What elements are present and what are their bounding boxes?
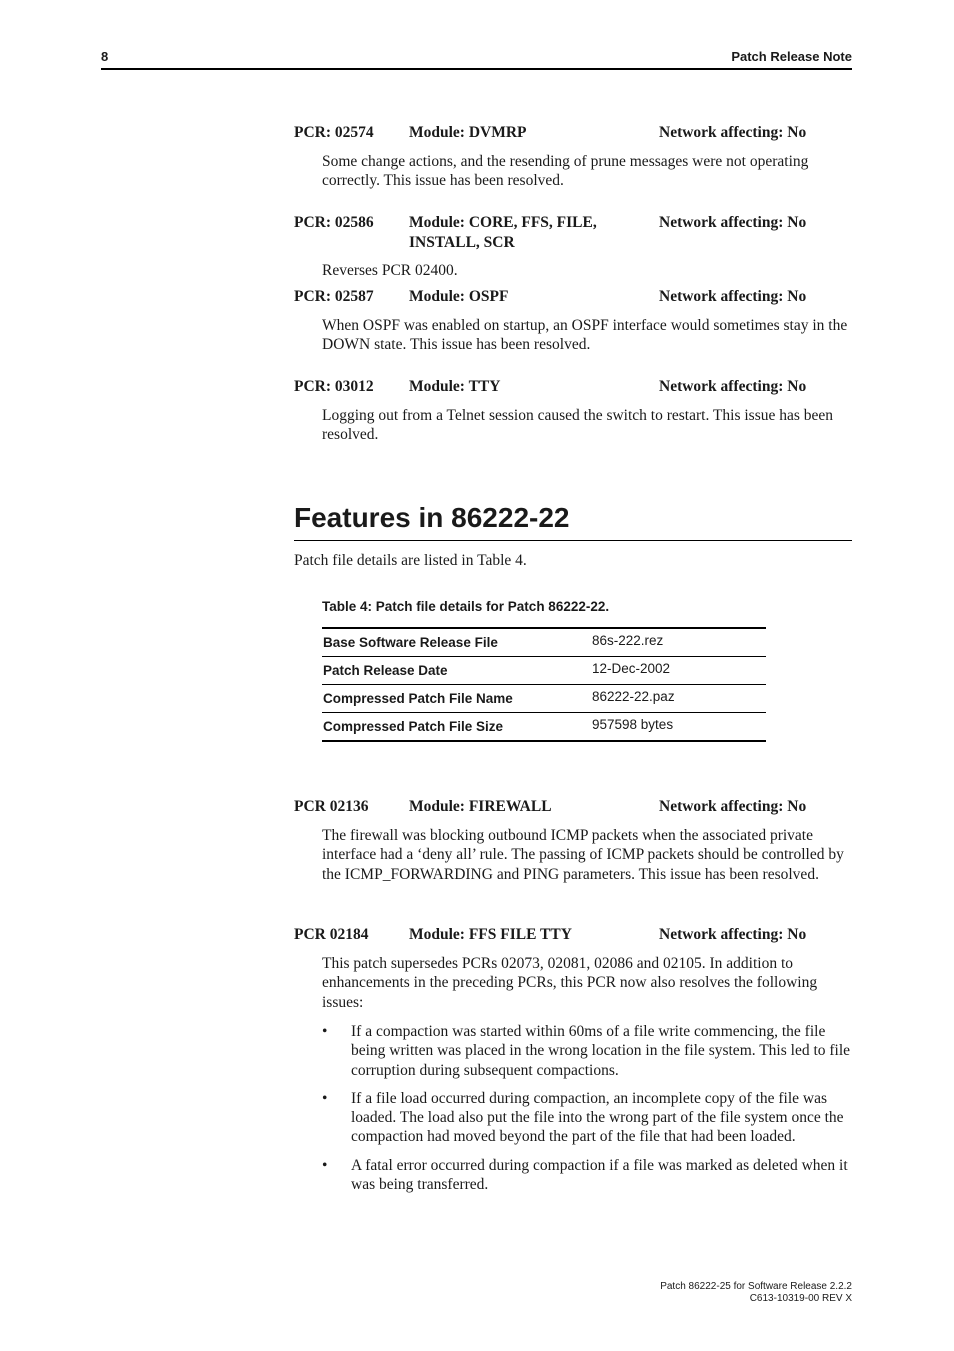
footer-line: Patch 86222-25 for Software Release 2.2.2 (660, 1281, 852, 1292)
pcr-id: PCR: 02574 (294, 124, 374, 141)
bullet-icon: • (322, 1023, 328, 1040)
table-label: Base Software Release File (323, 635, 498, 650)
section-title: Features in 86222-22 (294, 502, 570, 533)
page-number: 8 (101, 49, 109, 64)
pcr-module: Module: CORE, FFS, FILE, INSTALL, SCR (409, 214, 597, 251)
pcr-module: Module: FIREWALL (409, 798, 552, 815)
list-item (322, 1089, 854, 1147)
pcr-module: Module: OSPF (409, 288, 509, 305)
table-row (322, 629, 766, 657)
pcr-id: PCR: 03012 (294, 378, 374, 395)
table-caption: Table 4: Patch file details for Patch 86222-22. (322, 599, 610, 614)
list-item-text: If a file load occurred during compaction, an incomplete copy of the file was loaded. The load also put the file into the wrong part of the file system once the compaction had moved beyond the part of the file that had been loaded. (351, 1089, 844, 1146)
table-label: Compressed Patch File Size (323, 719, 504, 734)
pcr-id: PCR: 02586 (294, 214, 374, 231)
list-item-text: If a compaction was started within 60ms of a file write commencing, the file being written was placed in the wrong location in the file system. This led to file corruption during subsequent compactions. (351, 1023, 851, 1079)
pcr-id: PCR: 02587 (294, 288, 374, 305)
table-label: Patch Release Date (323, 663, 448, 678)
table-value: 86s-222.rez (592, 633, 664, 648)
patch-details-table (322, 627, 766, 742)
pcr-id: PCR 02184 (294, 926, 369, 943)
footer-line: C613-10319-00 REV X (749, 1293, 852, 1304)
pcr-description: Reverses PCR 02400. (322, 262, 458, 279)
pcr-network-affecting: Network affecting: No (659, 214, 807, 231)
bullet-icon: • (322, 1089, 328, 1107)
pcr-description: The firewall was blocking outbound ICMP packets when the associated private interface had a ‘deny all’ rule. The passing of ICMP packets should be controlled by the ICMP_FORWARDING and PING parameters. This issue has been resolved. (322, 827, 844, 883)
section-intro: Patch file details are listed in Table 4. (294, 552, 527, 569)
pcr-network-affecting: Network affecting: No (659, 926, 807, 943)
pcr-module: Module: FFS FILE TTY (409, 926, 572, 943)
table-label: Compressed Patch File Name (323, 691, 513, 706)
table-row (322, 713, 766, 740)
bullet-icon: • (322, 1156, 328, 1174)
pcr-network-affecting: Network affecting: No (659, 378, 807, 395)
issue-list (322, 1022, 854, 1203)
list-item (322, 1022, 854, 1080)
section-heading (294, 500, 852, 541)
table-row (322, 657, 766, 685)
table-value: 86222-22.paz (592, 689, 675, 704)
pcr-network-affecting: Network affecting: No (659, 288, 807, 305)
table-value: 957598 bytes (592, 717, 674, 732)
pcr-network-affecting: Network affecting: No (659, 798, 807, 815)
list-item-text: A fatal error occurred during compaction if a file was marked as deleted when it was being transferred. (351, 1156, 848, 1194)
pcr-module: Module: DVMRP (409, 124, 527, 141)
pcr-description: Some change actions, and the resending of prune messages were not operating correctly. This issue has been resolved. (322, 153, 809, 190)
table-row (322, 685, 766, 713)
pcr-description: Logging out from a Telnet session caused the switch to restart. This issue has been resolved. (322, 407, 834, 444)
pcr-description: When OSPF was enabled on startup, an OSPF interface would sometimes stay in the DOWN state. This issue has been resolved. (322, 317, 848, 354)
pcr-description: This patch supersedes PCRs 02073, 02081, 02086 and 02105. In addition to enhancements in the preceding PCRs, this PCR now also resolves the following issues: (322, 955, 818, 1011)
list-item (322, 1156, 854, 1195)
pcr-network-affecting: Network affecting: No (659, 124, 807, 141)
table-value: 12-Dec-2002 (592, 661, 671, 676)
page-footer (660, 1281, 852, 1305)
pcr-id: PCR 02136 (294, 798, 369, 815)
pcr-module: Module: TTY (409, 378, 501, 395)
page-header (101, 48, 852, 70)
header-title: Patch Release Note (731, 49, 852, 64)
